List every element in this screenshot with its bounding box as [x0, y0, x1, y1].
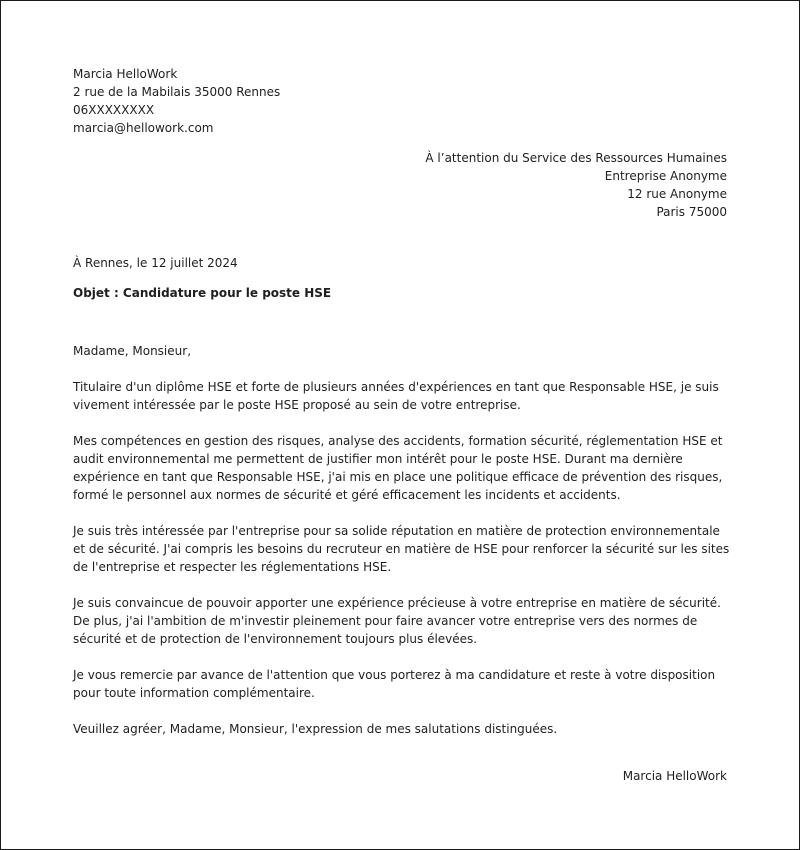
- sender-phone: 06XXXXXXXX: [73, 103, 155, 117]
- body-paragraph: Je suis convaincue de pouvoir apporter une expérience précieuse à votre entreprise en matière de sécurité. De plus, j'ai l'ambition de m'investir pleinement pour faire avancer votre entreprise vers des normes de sécurité et de protection de l'environnement toujours plus élevées.: [73, 596, 721, 646]
- body-paragraph: Je suis très intéressée par l'entreprise pour sa solide réputation en matière de protection environnementale et de sécurité. J'ai compris les besoins du recruteur en matière de HSE pour renforcer la sécurité sur les sites de l'entreprise et respecter les réglementations HSE.: [73, 524, 730, 574]
- signature: Marcia HelloWork: [622, 769, 727, 783]
- body-paragraph: Titulaire d'un diplôme HSE et forte de plusieurs années d'expériences en tant que Responsable HSE, je suis vivement intéressée par le poste HSE proposé au sein de votre entreprise.: [73, 380, 719, 412]
- recipient-company: Entreprise Anonyme: [604, 169, 727, 183]
- closing-paragraph: Veuillez agréer, Madame, Monsieur, l'expression de mes salutations distinguées.: [73, 722, 558, 736]
- body-paragraph: Je vous remercie par avance de l'attention que vous porterez à ma candidature et reste à votre disposition pour toute information complémentaire.: [73, 668, 716, 700]
- letter-subject: Objet : Candidature pour le poste HSE: [73, 286, 332, 300]
- salutation: Madame, Monsieur,: [73, 344, 192, 358]
- sender-address: 2 rue de la Mabilais 35000 Rennes: [73, 85, 281, 99]
- sender-email: marcia@hellowork.com: [73, 121, 214, 135]
- sender-block: [73, 65, 280, 137]
- body-paragraph: Mes compétences en gestion des risques, analyse des accidents, formation sécurité, réglementation HSE et audit environnemental me permettent de justifier mon intérêt pour le poste HSE. Durant ma dernière expérience en tant que Responsable HSE, j'ai mis en place une politique efficace de prévention des risques, formé le personnel aux normes de sécurité et géré efficacement les incidents et accidents.: [73, 434, 723, 502]
- recipient-street: 12 rue Anonyme: [627, 187, 727, 201]
- sender-name: Marcia HelloWork: [73, 67, 178, 81]
- recipient-attention: À l’attention du Service des Ressources Humaines: [425, 151, 727, 165]
- recipient-city: Paris 75000: [656, 205, 727, 219]
- letter-body: [73, 342, 731, 756]
- recipient-block: [425, 149, 727, 221]
- place-date: À Rennes, le 12 juillet 2024: [73, 256, 238, 270]
